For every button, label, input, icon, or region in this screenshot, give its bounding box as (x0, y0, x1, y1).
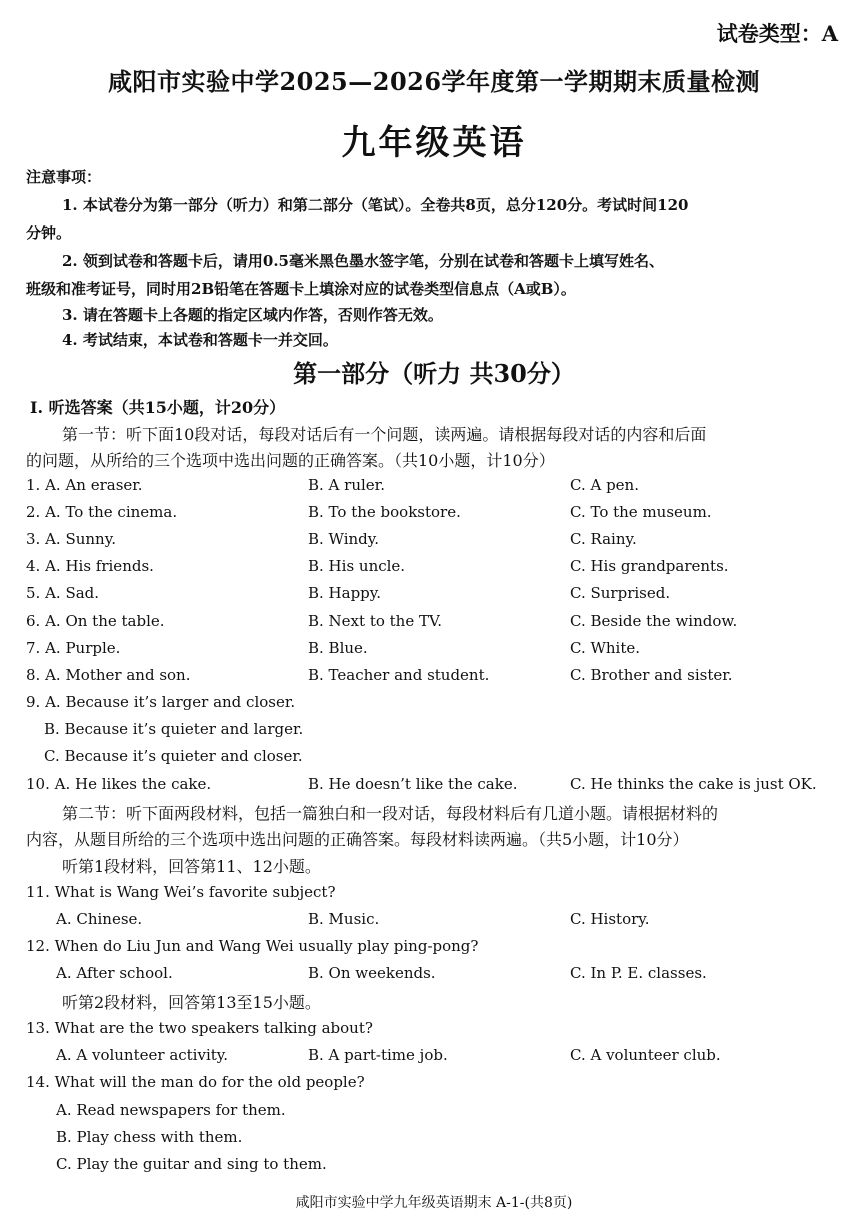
paper-type-label: 试卷类型：A (716, 21, 838, 46)
material-two-note: 听第2段材料，回答第13至15小题。 (62, 993, 321, 1012)
section-title: Ⅰ. 听选答案（共15小题，计20分） (30, 398, 286, 417)
option-c: C. A volunteer club. (570, 1046, 721, 1064)
question-stem: 13. What are the two speakers talking about? (26, 1019, 373, 1037)
option-b: B. On weekends. (308, 964, 436, 982)
option-b: B. Windy. (308, 530, 380, 548)
option-c: C. Surprised. (570, 584, 671, 602)
notice-line: 2. 领到试卷和答题卡后，请用0.5毫米黑色墨水签字笔，分别在试卷和答题卡上填写姓名、 (62, 252, 664, 270)
option-a: 10. A. He likes the cake. (26, 775, 212, 793)
option-a: 2. A. To the cinema. (26, 503, 178, 521)
option-c: C. White. (570, 639, 641, 657)
section2-instruction: 第二节：听下面两段材料，包括一篇独白和一段对话，每段材料后有几道小题。请根据材料的 (62, 804, 719, 823)
option-b: B. Play chess with them. (56, 1128, 243, 1146)
notice-line: 3. 请在答题卡上各题的指定区域内作答，否则作答无效。 (62, 306, 443, 324)
option-a: A. After school. (56, 964, 173, 982)
option-b: B. Next to the TV. (308, 612, 442, 630)
question-stem: 12. When do Liu Jun and Wang Wei usually play ping-pong? (26, 937, 479, 955)
notice-heading: 注意事项： (26, 168, 102, 186)
option-a: A. Read newspapers for them. (56, 1101, 286, 1119)
option-c: C. Rainy. (570, 530, 637, 548)
notice-line: 班级和准考证号，同时用2B铅笔在答题卡上填涂对应的试卷类型信息点（A或B）。 (26, 280, 576, 298)
notice-line: 4. 考试结束，本试卷和答题卡一并交回。 (62, 331, 338, 349)
option-a: 8. A. Mother and son. (26, 666, 191, 684)
page-footer: 咸阳市实验中学九年级英语期末 A-1-(共8页) (295, 1195, 573, 1211)
option-b: B. His uncle. (308, 557, 406, 575)
question-stem: 11. What is Wang Wei’s favorite subject? (26, 883, 336, 901)
section2-instruction: 内容，从题目所给的三个选项中选出问题的正确答案。每段材料读两遍。（共5小题，计10分） (26, 830, 689, 849)
option-a: 1. A. An eraser. (26, 476, 143, 494)
option-b: B. A part-time job. (308, 1046, 448, 1064)
option-a: A. A volunteer activity. (56, 1046, 229, 1064)
material-one-note: 听第1段材料，回答第11、12小题。 (62, 857, 321, 876)
option-a: A. Chinese. (56, 910, 143, 928)
option-b: B. Teacher and student. (308, 666, 490, 684)
option-b: B. Music. (308, 910, 380, 928)
option-c: C. Brother and sister. (570, 666, 733, 684)
option-c: C. In P. E. classes. (570, 964, 707, 982)
notice-line: 分钟。 (26, 224, 72, 242)
subject-title: 九年级英语 (341, 123, 527, 163)
section1-instruction: 的问题，从所给的三个选项中选出问题的正确答案。（共10小题，计10分） (26, 451, 555, 470)
option-c: C. His grandparents. (570, 557, 729, 575)
option-c: C. Because it’s quieter and closer. (44, 747, 303, 765)
notice-line: 1. 本试卷分为第一部分（听力）和第二部分（笔试）。全卷共8页，总分120分。考试时间120 (62, 196, 689, 214)
section1-instruction: 第一节：听下面10段对话，每段对话后有一个问题，读两遍。请根据每段对话的内容和后面 (62, 425, 707, 444)
option-c: C. To the museum. (570, 503, 712, 521)
option-b: B. To the bookstore. (308, 503, 461, 521)
option-b: B. Because it’s quieter and larger. (44, 720, 304, 738)
option-b: B. A ruler. (308, 476, 385, 494)
option-b: B. Blue. (308, 639, 368, 657)
option-c: C. A pen. (570, 476, 639, 494)
option-c: C. Beside the window. (570, 612, 738, 630)
option-a: 3. A. Sunny. (26, 530, 116, 548)
option-a: 9. A. Because it’s larger and closer. (26, 693, 296, 711)
option-b: B. Happy. (308, 584, 382, 602)
option-a: 4. A. His friends. (26, 557, 154, 575)
option-a: 6. A. On the table. (26, 612, 165, 630)
option-a: 7. A. Purple. (26, 639, 121, 657)
option-a: 5. A. Sad. (26, 584, 100, 602)
question-stem: 14. What will the man do for the old people? (26, 1073, 365, 1091)
option-c: C. He thinks the cake is just OK. (570, 775, 817, 793)
part-one-title: 第一部分（听力 共30分） (293, 359, 575, 388)
option-b: B. He doesn’t like the cake. (308, 775, 518, 793)
option-c: C. History. (570, 910, 650, 928)
exam-title: 咸阳市实验中学2025—2026学年度第一学期期末质量检测 (107, 67, 761, 96)
option-c: C. Play the guitar and sing to them. (56, 1155, 327, 1173)
